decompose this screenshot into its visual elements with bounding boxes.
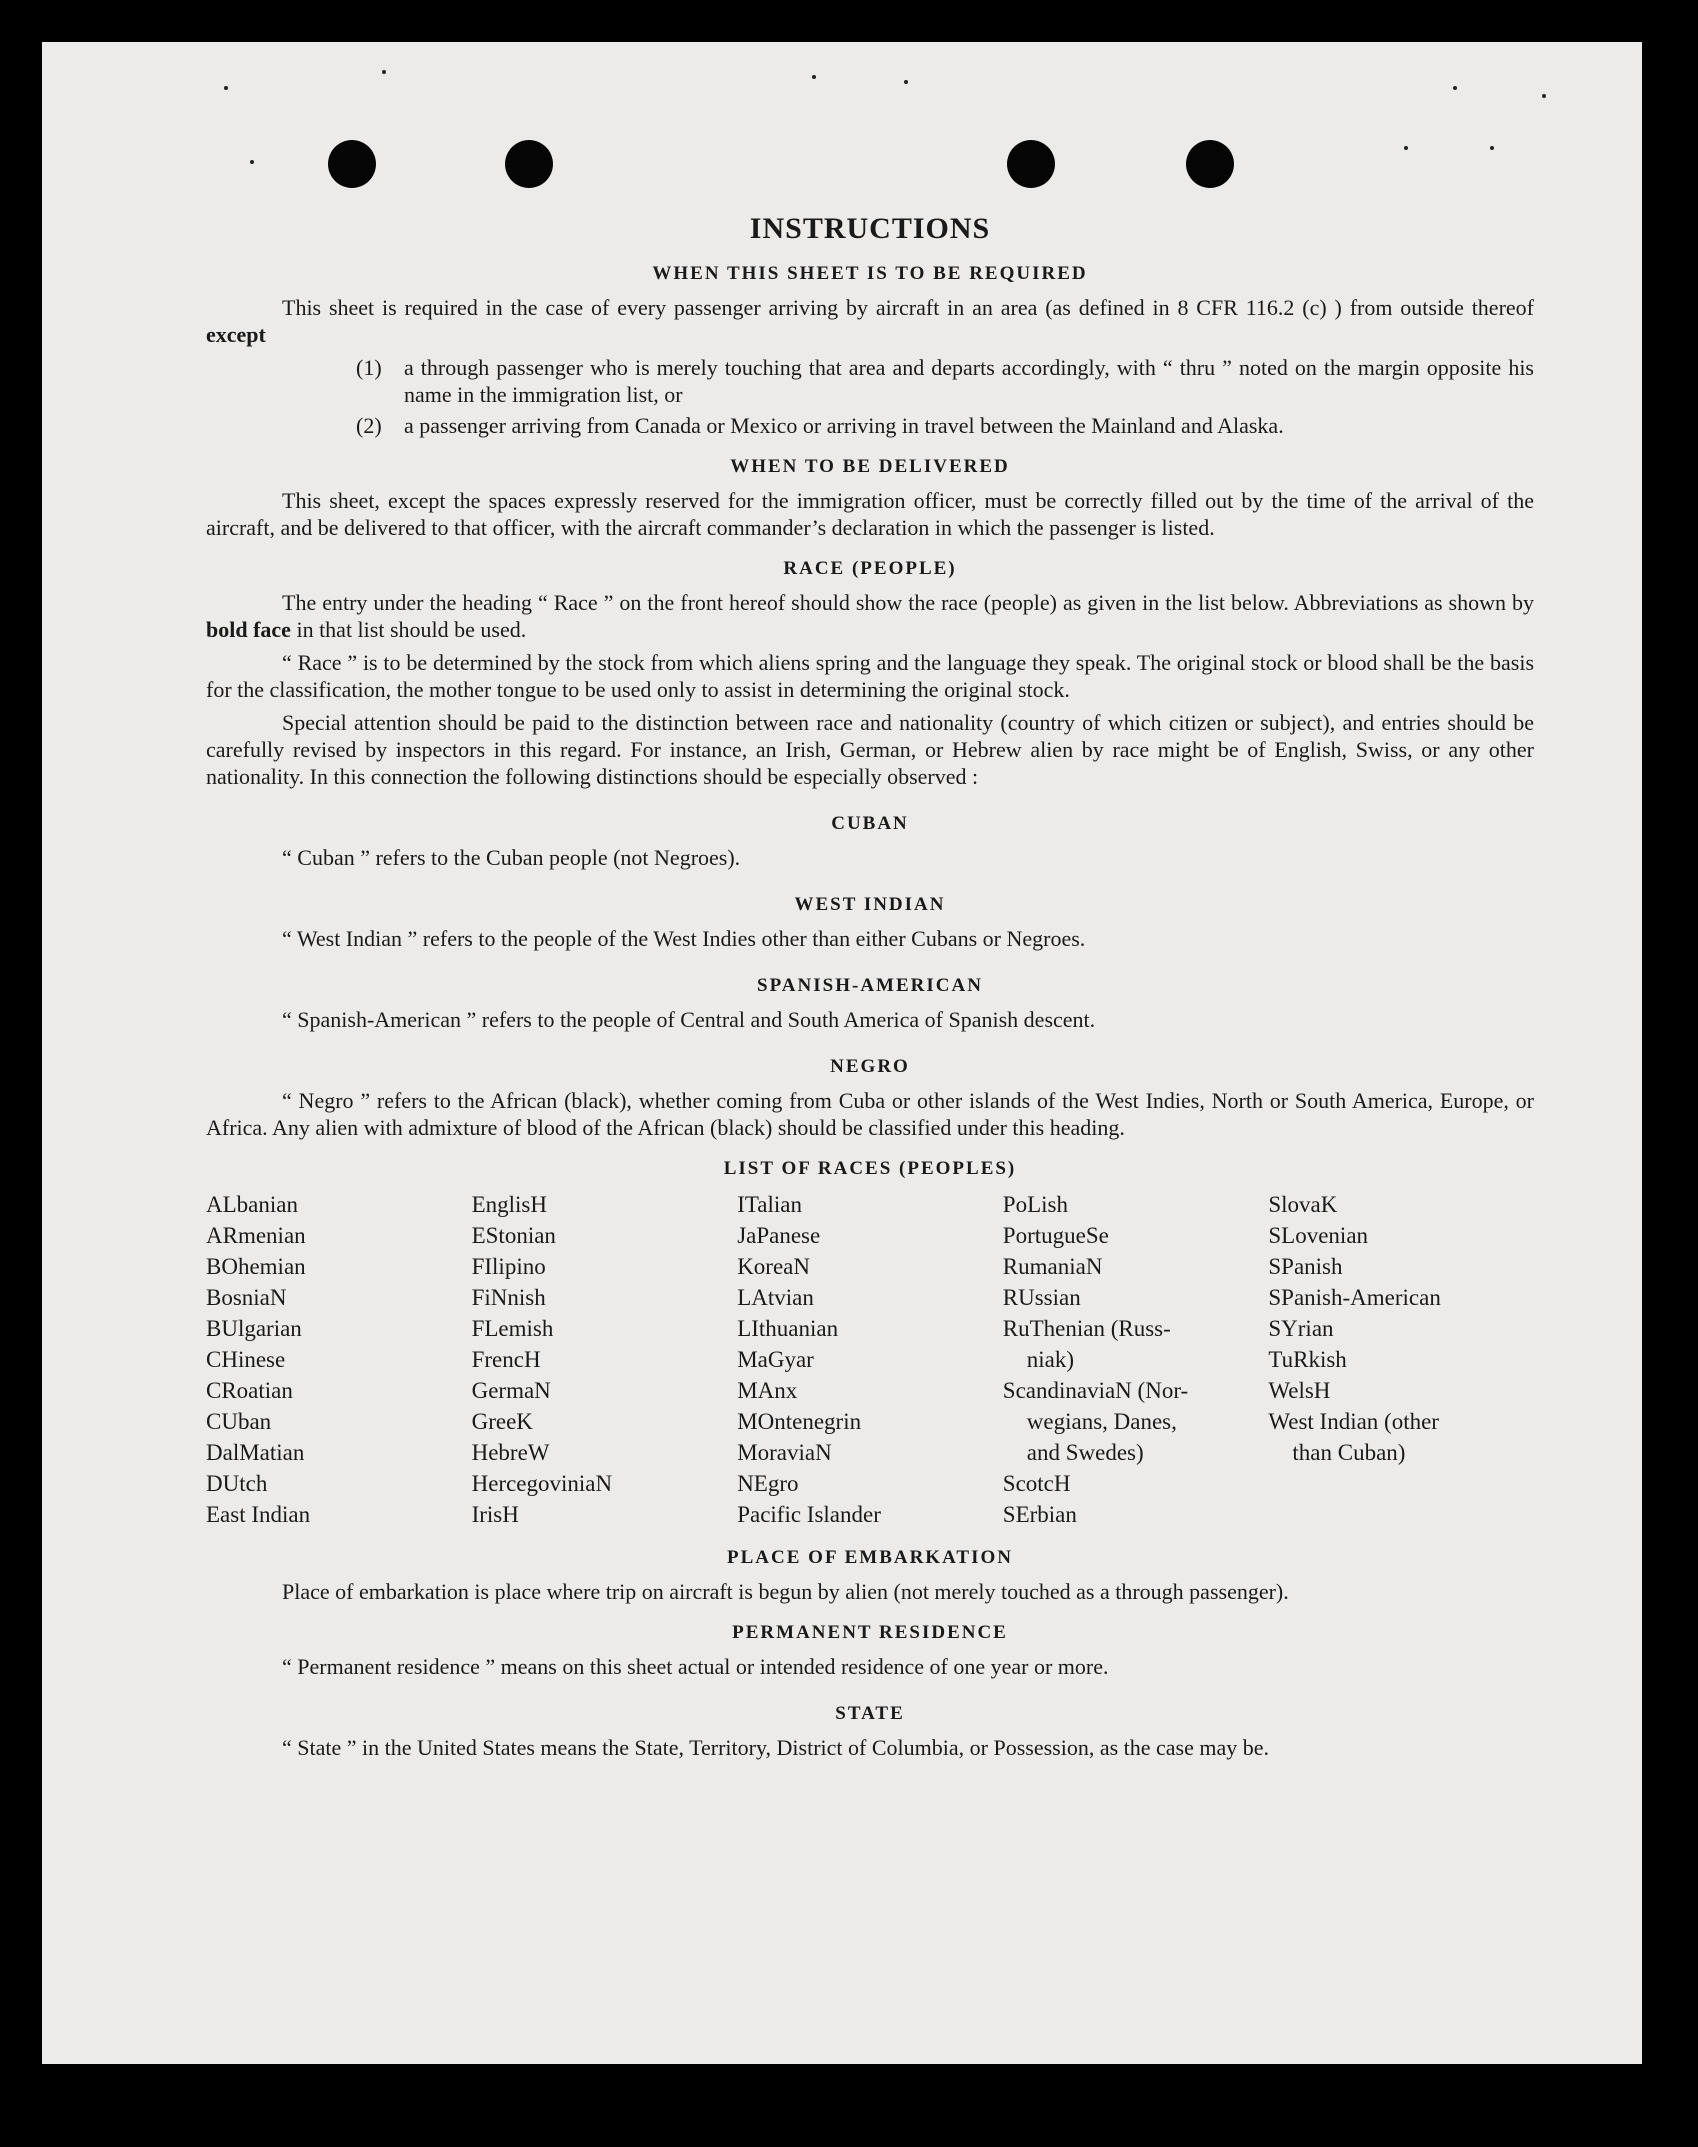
race-p1-end: in that list should be used. bbox=[290, 617, 527, 642]
document-page bbox=[42, 42, 1642, 2064]
section-heading-spanish-american: SPANISH-AMERICAN bbox=[757, 975, 983, 996]
race-paragraph-2: “ Race ” is to be determined by the stock from which aliens spring and the language they speak. The original stock or blood shall be the basis for the classification, the mother tongue to be used only to assist in determining the original stock. bbox=[206, 650, 1534, 702]
race-entry: TuRkish bbox=[1268, 1347, 1347, 1372]
list-item bbox=[356, 412, 1534, 439]
section-heading-embarkation: PLACE OF EMBARKATION bbox=[727, 1547, 1013, 1568]
race-entry-continued: niak) bbox=[1026, 1347, 1075, 1372]
race-entry: HercegoviniaN bbox=[471, 1471, 613, 1496]
race-entry-continued: and Swedes) bbox=[1026, 1440, 1144, 1465]
speck bbox=[382, 70, 386, 74]
spanish-american-text: “ Spanish-American ” refers to the people of Central and South America of Spanish descent. bbox=[282, 1007, 1096, 1032]
negro-text: “ Negro ” refers to the African (black), whether coming from Cuba or other islands of the West Indies, North or South America, Europe, or Africa. Any alien with admixture of blood of the African (black) should be classified under this heading. bbox=[206, 1088, 1534, 1140]
list-item-number: (2) bbox=[356, 413, 382, 438]
race-entry: ALbanian bbox=[206, 1192, 298, 1217]
race-entry: MAnx bbox=[737, 1378, 798, 1403]
race-entry: SLovenian bbox=[1268, 1223, 1369, 1248]
speck bbox=[1542, 94, 1546, 98]
race-entry: ARmenian bbox=[206, 1223, 306, 1248]
speck bbox=[1490, 146, 1494, 150]
race-entry: West Indian (other bbox=[1268, 1409, 1439, 1434]
section-heading-race: RACE (PEOPLE) bbox=[783, 558, 957, 579]
races-column bbox=[1003, 1189, 1269, 1530]
race-entry: KoreaN bbox=[737, 1254, 810, 1279]
race-p1-bold: bold face bbox=[206, 617, 291, 642]
race-paragraph-3: Special attention should be paid to the distinction between race and nationality (country of which citizen or subject), and entries should be carefully revised by inspectors in this regard. For instance, an Irish, German, or Hebrew alien by race might be of English, Swiss, or any other nationality. In this connection the following distinctions should be especially observed : bbox=[206, 710, 1534, 789]
race-entry: JaPanese bbox=[737, 1223, 821, 1248]
list-item bbox=[356, 354, 1534, 408]
race-entry: PoLish bbox=[1002, 1192, 1068, 1217]
races-column bbox=[737, 1189, 1003, 1530]
race-entry: RumaniaN bbox=[1002, 1254, 1103, 1279]
race-entry: EnglisH bbox=[471, 1192, 547, 1217]
race-entry: MoraviaN bbox=[737, 1440, 832, 1465]
section-heading-delivered: WHEN TO BE DELIVERED bbox=[730, 456, 1010, 477]
race-entry: NEgro bbox=[737, 1471, 799, 1496]
speck bbox=[1404, 146, 1408, 150]
west-indian-text: “ West Indian ” refers to the people of the West Indies other than either Cubans or Negroes. bbox=[282, 926, 1086, 951]
race-entry: East Indian bbox=[206, 1502, 311, 1527]
section-heading-races-list: LIST OF RACES (PEOPLES) bbox=[723, 1158, 1017, 1179]
race-entry: GermaN bbox=[471, 1378, 551, 1403]
race-entry: BUlgarian bbox=[206, 1316, 302, 1341]
race-entry-continued: than Cuban) bbox=[1292, 1440, 1406, 1465]
required-intro-text: This sheet is required in the case of every passenger arriving by aircraft in an area (as defined in 8 CFR 116.2 (c) ) from outside thereof bbox=[282, 295, 1534, 320]
race-entry: MaGyar bbox=[737, 1347, 814, 1372]
section-heading-state: STATE bbox=[835, 1703, 905, 1724]
race-entry: FIlipino bbox=[471, 1254, 546, 1279]
race-entry: SPanish bbox=[1268, 1254, 1343, 1279]
delivered-text: This sheet, except the spaces expressly reserved for the immigration officer, must be correctly filled out by the time of the arrival of the aircraft, and be delivered to that officer, with the aircraft commander’s declaration in which the passenger is listed. bbox=[206, 488, 1534, 540]
section-heading-required: WHEN THIS SHEET IS TO BE REQUIRED bbox=[652, 263, 1088, 284]
speck bbox=[224, 86, 228, 90]
race-entry: HebreW bbox=[471, 1440, 550, 1465]
race-entry: BosniaN bbox=[206, 1285, 287, 1310]
list-item-text: a passenger arriving from Canada or Mexico or arriving in travel between the Mainland and Alaska. bbox=[404, 413, 1284, 438]
race-entry: GreeK bbox=[471, 1409, 533, 1434]
speck bbox=[812, 75, 816, 79]
list-item-text: a through passenger who is merely touching that area and departs accordingly, with “ thru ” noted on the margin opposite his name in the immigration list, or bbox=[404, 355, 1534, 407]
race-paragraph-1 bbox=[206, 589, 1534, 643]
speck bbox=[904, 80, 908, 84]
races-list bbox=[206, 1189, 1534, 1530]
race-p1-text: The entry under the heading “ Race ” on the front hereof should show the race (people) as given in the list below. Abbreviations as shown by bbox=[282, 590, 1534, 615]
race-entry: FrencH bbox=[471, 1347, 541, 1372]
speck bbox=[1453, 86, 1457, 90]
races-column bbox=[1268, 1189, 1534, 1530]
embarkation-text: Place of embarkation is place where trip on aircraft is begun by alien (not merely touched as a through passenger). bbox=[282, 1579, 1289, 1604]
races-column bbox=[206, 1189, 472, 1530]
instructions-content bbox=[206, 162, 1534, 1767]
race-entry: DalMatian bbox=[206, 1440, 305, 1465]
race-entry: IrisH bbox=[471, 1502, 519, 1527]
section-heading-cuban: CUBAN bbox=[831, 813, 909, 834]
race-entry: FLemish bbox=[471, 1316, 554, 1341]
section-heading-residence: PERMANENT RESIDENCE bbox=[732, 1622, 1008, 1643]
race-entry: PortugueSe bbox=[1002, 1223, 1109, 1248]
page-title: INSTRUCTIONS bbox=[749, 212, 991, 245]
race-entry: SPanish-American bbox=[1268, 1285, 1441, 1310]
list-item-number: (1) bbox=[356, 355, 382, 380]
race-entry: RUssian bbox=[1002, 1285, 1081, 1310]
race-entry: LIthuanian bbox=[737, 1316, 839, 1341]
race-entry: RuThenian (Russ- bbox=[1002, 1316, 1171, 1341]
race-entry: CUban bbox=[206, 1409, 272, 1434]
race-entry: MOntenegrin bbox=[737, 1409, 862, 1434]
race-entry: LAtvian bbox=[737, 1285, 814, 1310]
race-entry: CHinese bbox=[206, 1347, 286, 1372]
race-entry: ScandinaviaN (Nor- bbox=[1002, 1378, 1189, 1403]
race-entry: Pacific Islander bbox=[737, 1502, 881, 1527]
section-heading-west-indian: WEST INDIAN bbox=[794, 894, 946, 915]
residence-text: “ Permanent residence ” means on this sheet actual or intended residence of one year or more. bbox=[282, 1654, 1109, 1679]
race-entry: SYrian bbox=[1268, 1316, 1334, 1341]
race-entry: EStonian bbox=[471, 1223, 556, 1248]
race-entry: WelsH bbox=[1268, 1378, 1331, 1403]
races-column bbox=[472, 1189, 738, 1530]
race-entry: BOhemian bbox=[206, 1254, 306, 1279]
race-entry: CRoatian bbox=[206, 1378, 293, 1403]
cuban-text: “ Cuban ” refers to the Cuban people (not Negroes). bbox=[282, 845, 741, 870]
race-entry: SlovaK bbox=[1268, 1192, 1338, 1217]
race-entry: DUtch bbox=[206, 1471, 268, 1496]
state-text: “ State ” in the United States means the State, Territory, District of Columbia, or Possession, as the case may be. bbox=[282, 1735, 1270, 1760]
section-heading-negro: NEGRO bbox=[830, 1056, 910, 1077]
race-entry-continued: wegians, Danes, bbox=[1026, 1409, 1177, 1434]
race-entry: FiNnish bbox=[471, 1285, 546, 1310]
required-intro-except: except bbox=[206, 322, 266, 347]
race-entry: SErbian bbox=[1002, 1502, 1077, 1527]
race-entry: ITalian bbox=[737, 1192, 802, 1217]
race-entry: ScotcH bbox=[1002, 1471, 1071, 1496]
required-intro bbox=[206, 294, 1534, 348]
